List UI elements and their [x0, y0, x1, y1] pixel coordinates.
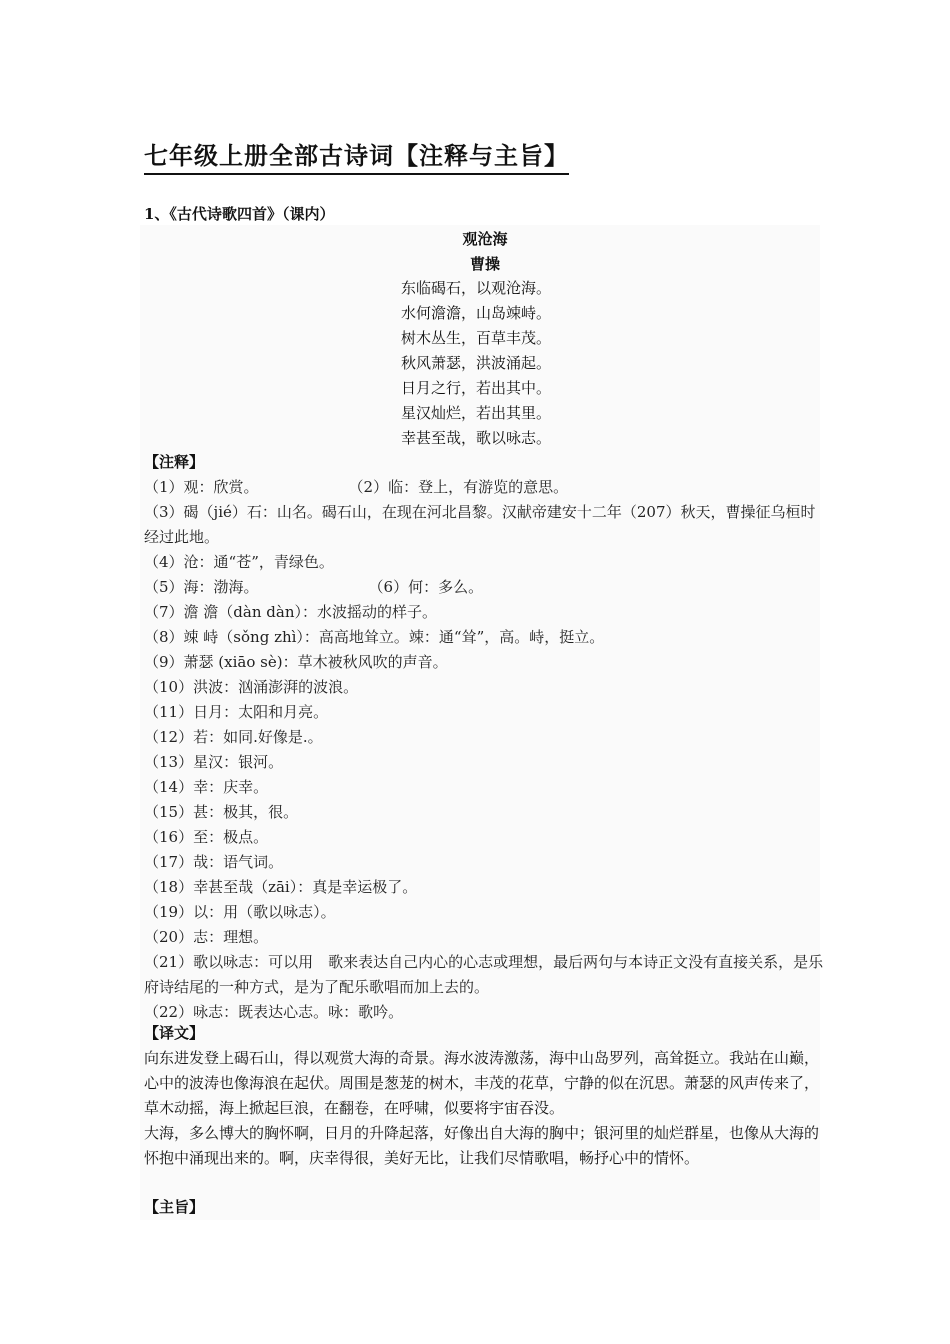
- note-item: （9）萧瑟 (xiāo sè)：草木被秋风吹的声音。: [144, 653, 448, 671]
- poem-title: 观沧海: [462, 230, 508, 248]
- note-item: （14）幸：庆幸。: [144, 778, 269, 796]
- note-item: （16）至：极点。: [144, 828, 269, 846]
- note-item: （13）星汉：银河。: [144, 753, 284, 771]
- notes-list: [144, 475, 824, 1025]
- note-item: （11）日月：太阳和月亮。: [144, 703, 329, 721]
- note-5: （5）海：渤海。: [144, 578, 259, 596]
- translation-heading: 【译文】: [144, 1024, 205, 1042]
- note-item: （22）咏志：既表达心志。咏：歌吟。: [144, 1003, 404, 1021]
- note-1: （1）观：欣赏。: [144, 478, 259, 496]
- note-item: （7）澹 澹（dàn dàn）：水波摇动的样子。: [144, 603, 437, 621]
- note-2: （2）临：登上，有游览的意思。: [348, 478, 569, 496]
- note-item: （21）歌以咏志：可以用 歌来表达自己内心的心志或理想，最后两句与本诗正文没有直接关系，是乐府诗结尾的一种方式，是为了配乐歌唱而加上去的。: [144, 953, 824, 996]
- note-item: （4）沧：通“苍”，青绿色。: [144, 553, 334, 571]
- poem-line: 日月之行，若出其中。: [401, 379, 552, 397]
- translation-text: [144, 1046, 824, 1171]
- document-title: 七年级上册全部古诗词【注释与主旨】: [144, 136, 569, 175]
- note-item: [144, 575, 824, 600]
- note-item: [144, 475, 824, 500]
- poem-line: 秋风萧瑟，洪波涌起。: [401, 354, 552, 372]
- note-item: （3）碣（jié）石：山名。碣石山，在现在河北昌黎。汉献帝建安十二年（207）秋天，曹操征乌桓时经过此地。: [144, 503, 816, 546]
- translation-paragraph: 向东进发登上碣石山，得以观赏大海的奇景。海水波涛激荡，海中山岛罗列，高耸挺立。我站在山巅，心中的波涛也像海浪在起伏。周围是葱茏的树木，丰茂的花草，宁静的似在沉思。萧瑟的风声传来了，草木动摇，海上掀起巨浪，在翻卷，在呼啸，似要将宇宙吞没。: [144, 1049, 820, 1117]
- notes-heading: 【注释】: [144, 453, 205, 471]
- note-item: （19）以：用（歌以咏志）。: [144, 903, 336, 921]
- translation-paragraph: 大海，多么博大的胸怀啊，日月的升降起落，好像出自大海的胸中；银河里的灿烂群星，也像从大海的怀抱中涌现出来的。啊，庆幸得很，美好无比，让我们尽情歌唱，畅抒心中的情怀。: [144, 1124, 820, 1167]
- note-item: （18）幸甚至哉（zāi）：真是幸运极了。: [144, 878, 418, 896]
- section-heading: 1、《古代诗歌四首》（课内）: [144, 205, 335, 223]
- poem-line: 水何澹澹，山岛竦峙。: [401, 304, 552, 322]
- note-6: （6）何：多么。: [368, 578, 484, 596]
- note-item: （20）志：理想。: [144, 928, 269, 946]
- note-item: （10）洪波：汹涌澎湃的波浪。: [144, 678, 359, 696]
- note-item: （17）哉：语气词。: [144, 853, 284, 871]
- note-item: （15）甚：极其，很。: [144, 803, 299, 821]
- poem-line: 幸甚至哉，歌以咏志。: [401, 429, 552, 447]
- poem-line: 星汉灿烂，若出其里。: [401, 404, 552, 422]
- poem-author: 曹操: [469, 255, 500, 273]
- poem-line: 东临碣石，以观沧海。: [401, 279, 552, 297]
- theme-heading: 【主旨】: [144, 1198, 205, 1216]
- poem-lines: [401, 276, 551, 451]
- poem-line: 树木丛生，百草丰茂。: [401, 329, 552, 347]
- note-item: （8）竦 峙（sǒng zhì）：高高地耸立。竦：通“耸”，高。峙，挺立。: [144, 628, 605, 646]
- note-item: （12）若：如同.好像是.。: [144, 728, 323, 746]
